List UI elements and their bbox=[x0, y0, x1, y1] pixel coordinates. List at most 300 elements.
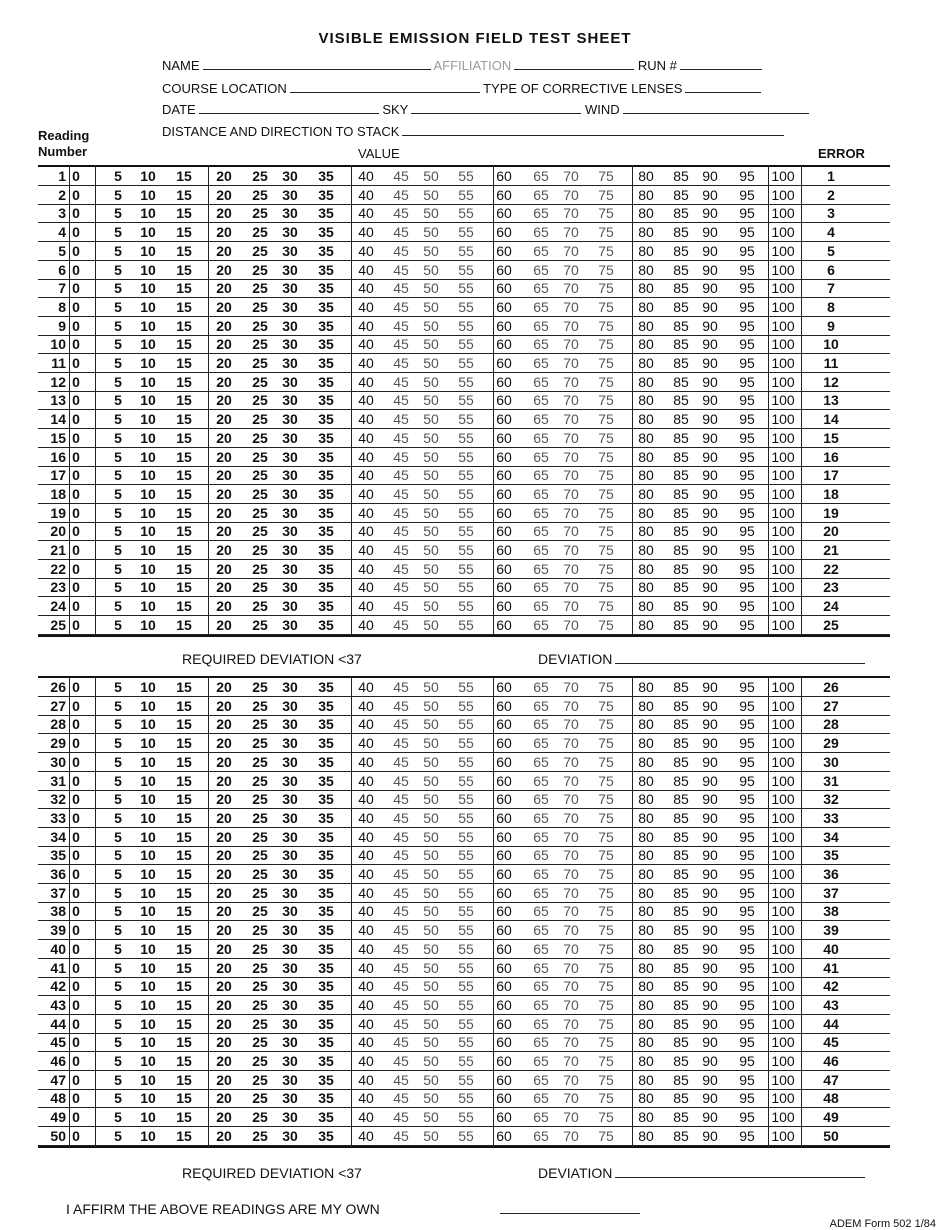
value-option-85[interactable]: 85 bbox=[673, 828, 689, 845]
value-option-5[interactable]: 5 bbox=[114, 336, 122, 353]
value-option-45[interactable]: 45 bbox=[393, 392, 409, 409]
value-option-45[interactable]: 45 bbox=[393, 616, 409, 633]
value-option-45[interactable]: 45 bbox=[393, 884, 409, 901]
value-option-75[interactable]: 75 bbox=[598, 828, 614, 845]
value-option-25[interactable]: 25 bbox=[252, 1127, 268, 1144]
value-option-90[interactable]: 90 bbox=[702, 392, 718, 409]
value-option-15[interactable]: 15 bbox=[176, 467, 192, 484]
value-option-0[interactable]: 0 bbox=[72, 866, 80, 882]
value-option-85[interactable]: 85 bbox=[673, 697, 689, 714]
value-option-70[interactable]: 70 bbox=[563, 168, 579, 184]
value-option-60[interactable]: 60 bbox=[496, 429, 512, 446]
value-option-35[interactable]: 35 bbox=[318, 429, 334, 446]
distance-field[interactable] bbox=[162, 124, 784, 139]
value-option-45[interactable]: 45 bbox=[393, 772, 409, 789]
value-option-20[interactable]: 20 bbox=[216, 205, 232, 222]
value-option-5[interactable]: 5 bbox=[114, 224, 122, 241]
value-option-70[interactable]: 70 bbox=[563, 542, 579, 558]
value-option-70[interactable]: 70 bbox=[563, 280, 579, 297]
value-option-40[interactable]: 40 bbox=[358, 1053, 374, 1069]
value-option-10[interactable]: 10 bbox=[140, 884, 156, 901]
value-option-45[interactable]: 45 bbox=[393, 298, 409, 315]
value-option-80[interactable]: 80 bbox=[638, 224, 654, 241]
value-option-45[interactable]: 45 bbox=[393, 679, 409, 695]
value-option-5[interactable]: 5 bbox=[114, 261, 122, 278]
value-option-30[interactable]: 30 bbox=[282, 884, 298, 901]
value-option-10[interactable]: 10 bbox=[140, 224, 156, 241]
value-option-55[interactable]: 55 bbox=[458, 996, 474, 1013]
value-option-100[interactable]: 100 bbox=[771, 1109, 795, 1126]
value-option-5[interactable]: 5 bbox=[114, 884, 122, 901]
value-option-20[interactable]: 20 bbox=[216, 261, 232, 278]
value-option-95[interactable]: 95 bbox=[739, 772, 755, 789]
value-option-40[interactable]: 40 bbox=[358, 298, 374, 315]
value-option-75[interactable]: 75 bbox=[598, 616, 614, 633]
value-option-40[interactable]: 40 bbox=[358, 697, 374, 714]
value-option-90[interactable]: 90 bbox=[702, 753, 718, 770]
value-option-100[interactable]: 100 bbox=[771, 772, 795, 789]
value-option-30[interactable]: 30 bbox=[282, 560, 298, 577]
value-option-100[interactable]: 100 bbox=[771, 996, 795, 1013]
table-row[interactable] bbox=[38, 391, 890, 410]
value-option-60[interactable]: 60 bbox=[496, 336, 512, 353]
value-option-40[interactable]: 40 bbox=[358, 884, 374, 901]
value-option-55[interactable]: 55 bbox=[458, 978, 474, 995]
value-option-55[interactable]: 55 bbox=[458, 1053, 474, 1069]
table-row[interactable] bbox=[38, 466, 890, 485]
value-option-25[interactable]: 25 bbox=[252, 429, 268, 446]
value-option-85[interactable]: 85 bbox=[673, 355, 689, 371]
value-option-20[interactable]: 20 bbox=[216, 542, 232, 558]
value-option-10[interactable]: 10 bbox=[140, 753, 156, 770]
value-option-85[interactable]: 85 bbox=[673, 978, 689, 995]
value-option-35[interactable]: 35 bbox=[318, 224, 334, 241]
value-option-25[interactable]: 25 bbox=[252, 448, 268, 465]
value-option-40[interactable]: 40 bbox=[358, 598, 374, 615]
value-option-35[interactable]: 35 bbox=[318, 523, 334, 540]
value-option-90[interactable]: 90 bbox=[702, 504, 718, 521]
value-option-65[interactable]: 65 bbox=[533, 205, 549, 222]
value-option-5[interactable]: 5 bbox=[114, 373, 122, 390]
value-option-95[interactable]: 95 bbox=[739, 1109, 755, 1126]
value-option-20[interactable]: 20 bbox=[216, 1109, 232, 1126]
value-option-60[interactable]: 60 bbox=[496, 809, 512, 826]
value-option-5[interactable]: 5 bbox=[114, 504, 122, 521]
value-option-85[interactable]: 85 bbox=[673, 168, 689, 184]
value-option-70[interactable]: 70 bbox=[563, 336, 579, 353]
value-option-95[interactable]: 95 bbox=[739, 298, 755, 315]
value-option-80[interactable]: 80 bbox=[638, 485, 654, 502]
value-option-95[interactable]: 95 bbox=[739, 523, 755, 540]
value-option-55[interactable]: 55 bbox=[458, 467, 474, 484]
value-option-15[interactable]: 15 bbox=[176, 429, 192, 446]
value-option-75[interactable]: 75 bbox=[598, 1053, 614, 1069]
value-option-100[interactable]: 100 bbox=[771, 298, 795, 315]
value-option-40[interactable]: 40 bbox=[358, 579, 374, 596]
value-option-40[interactable]: 40 bbox=[358, 978, 374, 995]
value-option-30[interactable]: 30 bbox=[282, 168, 298, 184]
value-option-70[interactable]: 70 bbox=[563, 467, 579, 484]
value-option-80[interactable]: 80 bbox=[638, 186, 654, 203]
value-option-55[interactable]: 55 bbox=[458, 940, 474, 957]
value-option-90[interactable]: 90 bbox=[702, 1071, 718, 1088]
value-option-15[interactable]: 15 bbox=[176, 828, 192, 845]
value-option-20[interactable]: 20 bbox=[216, 772, 232, 789]
value-option-25[interactable]: 25 bbox=[252, 809, 268, 826]
value-option-45[interactable]: 45 bbox=[393, 485, 409, 502]
value-option-95[interactable]: 95 bbox=[739, 1071, 755, 1088]
value-option-55[interactable]: 55 bbox=[458, 485, 474, 502]
value-option-80[interactable]: 80 bbox=[638, 996, 654, 1013]
value-option-40[interactable]: 40 bbox=[358, 317, 374, 334]
value-option-65[interactable]: 65 bbox=[533, 791, 549, 808]
value-option-15[interactable]: 15 bbox=[176, 598, 192, 615]
value-option-45[interactable]: 45 bbox=[393, 355, 409, 371]
value-option-55[interactable]: 55 bbox=[458, 697, 474, 714]
value-option-50[interactable]: 50 bbox=[423, 716, 439, 733]
value-option-80[interactable]: 80 bbox=[638, 560, 654, 577]
value-option-5[interactable]: 5 bbox=[114, 697, 122, 714]
value-option-5[interactable]: 5 bbox=[114, 168, 122, 184]
value-option-90[interactable]: 90 bbox=[702, 205, 718, 222]
value-option-85[interactable]: 85 bbox=[673, 1034, 689, 1051]
value-option-95[interactable]: 95 bbox=[739, 940, 755, 957]
value-option-35[interactable]: 35 bbox=[318, 1127, 334, 1144]
value-option-20[interactable]: 20 bbox=[216, 560, 232, 577]
value-option-75[interactable]: 75 bbox=[598, 697, 614, 714]
value-option-20[interactable]: 20 bbox=[216, 616, 232, 633]
value-option-85[interactable]: 85 bbox=[673, 809, 689, 826]
value-option-75[interactable]: 75 bbox=[598, 959, 614, 976]
value-option-0[interactable]: 0 bbox=[72, 791, 80, 808]
table-row[interactable] bbox=[38, 317, 890, 336]
value-option-95[interactable]: 95 bbox=[739, 336, 755, 353]
value-option-35[interactable]: 35 bbox=[318, 716, 334, 733]
value-option-85[interactable]: 85 bbox=[673, 542, 689, 558]
value-option-35[interactable]: 35 bbox=[318, 940, 334, 957]
value-option-90[interactable]: 90 bbox=[702, 298, 718, 315]
value-option-70[interactable]: 70 bbox=[563, 298, 579, 315]
table-row[interactable] bbox=[38, 261, 890, 280]
table-row[interactable] bbox=[38, 429, 890, 448]
value-option-20[interactable]: 20 bbox=[216, 298, 232, 315]
value-option-15[interactable]: 15 bbox=[176, 280, 192, 297]
value-option-20[interactable]: 20 bbox=[216, 448, 232, 465]
value-option-85[interactable]: 85 bbox=[673, 753, 689, 770]
value-option-10[interactable]: 10 bbox=[140, 504, 156, 521]
value-option-100[interactable]: 100 bbox=[771, 1015, 795, 1032]
value-option-45[interactable]: 45 bbox=[393, 716, 409, 733]
value-option-5[interactable]: 5 bbox=[114, 940, 122, 957]
value-option-30[interactable]: 30 bbox=[282, 828, 298, 845]
value-option-70[interactable]: 70 bbox=[563, 1053, 579, 1069]
value-option-10[interactable]: 10 bbox=[140, 1090, 156, 1107]
value-option-45[interactable]: 45 bbox=[393, 940, 409, 957]
value-option-65[interactable]: 65 bbox=[533, 168, 549, 184]
value-option-100[interactable]: 100 bbox=[771, 598, 795, 615]
value-option-10[interactable]: 10 bbox=[140, 940, 156, 957]
value-option-80[interactable]: 80 bbox=[638, 205, 654, 222]
value-option-5[interactable]: 5 bbox=[114, 1109, 122, 1126]
value-option-5[interactable]: 5 bbox=[114, 298, 122, 315]
value-option-85[interactable]: 85 bbox=[673, 940, 689, 957]
table-row[interactable] bbox=[38, 790, 890, 809]
affirmation[interactable] bbox=[66, 1201, 640, 1217]
value-option-5[interactable]: 5 bbox=[114, 523, 122, 540]
value-option-25[interactable]: 25 bbox=[252, 1034, 268, 1051]
value-option-60[interactable]: 60 bbox=[496, 828, 512, 845]
value-option-40[interactable]: 40 bbox=[358, 336, 374, 353]
value-option-15[interactable]: 15 bbox=[176, 560, 192, 577]
value-option-100[interactable]: 100 bbox=[771, 579, 795, 596]
value-option-30[interactable]: 30 bbox=[282, 772, 298, 789]
value-option-100[interactable]: 100 bbox=[771, 791, 795, 808]
value-option-80[interactable]: 80 bbox=[638, 168, 654, 184]
value-option-10[interactable]: 10 bbox=[140, 560, 156, 577]
value-option-30[interactable]: 30 bbox=[282, 847, 298, 864]
value-option-30[interactable]: 30 bbox=[282, 261, 298, 278]
value-option-100[interactable]: 100 bbox=[771, 411, 795, 428]
value-option-80[interactable]: 80 bbox=[638, 1034, 654, 1051]
value-option-65[interactable]: 65 bbox=[533, 467, 549, 484]
value-option-85[interactable]: 85 bbox=[673, 280, 689, 297]
value-option-70[interactable]: 70 bbox=[563, 791, 579, 808]
value-option-30[interactable]: 30 bbox=[282, 485, 298, 502]
value-option-0[interactable]: 0 bbox=[72, 168, 80, 184]
value-option-0[interactable]: 0 bbox=[72, 735, 80, 752]
value-option-95[interactable]: 95 bbox=[739, 866, 755, 882]
value-option-10[interactable]: 10 bbox=[140, 1127, 156, 1144]
value-option-30[interactable]: 30 bbox=[282, 791, 298, 808]
value-option-90[interactable]: 90 bbox=[702, 772, 718, 789]
value-option-30[interactable]: 30 bbox=[282, 735, 298, 752]
value-option-80[interactable]: 80 bbox=[638, 579, 654, 596]
value-option-25[interactable]: 25 bbox=[252, 186, 268, 203]
value-option-15[interactable]: 15 bbox=[176, 579, 192, 596]
value-option-5[interactable]: 5 bbox=[114, 753, 122, 770]
value-option-5[interactable]: 5 bbox=[114, 485, 122, 502]
value-option-45[interactable]: 45 bbox=[393, 847, 409, 864]
value-option-60[interactable]: 60 bbox=[496, 168, 512, 184]
value-option-75[interactable]: 75 bbox=[598, 735, 614, 752]
value-option-50[interactable]: 50 bbox=[423, 1015, 439, 1032]
value-option-75[interactable]: 75 bbox=[598, 317, 614, 334]
value-option-40[interactable]: 40 bbox=[358, 1071, 374, 1088]
table-row[interactable] bbox=[38, 504, 890, 523]
value-option-15[interactable]: 15 bbox=[176, 697, 192, 714]
value-option-25[interactable]: 25 bbox=[252, 791, 268, 808]
value-option-20[interactable]: 20 bbox=[216, 735, 232, 752]
value-option-55[interactable]: 55 bbox=[458, 280, 474, 297]
value-option-95[interactable]: 95 bbox=[739, 429, 755, 446]
value-option-85[interactable]: 85 bbox=[673, 205, 689, 222]
value-option-30[interactable]: 30 bbox=[282, 186, 298, 203]
value-option-0[interactable]: 0 bbox=[72, 392, 80, 409]
value-option-50[interactable]: 50 bbox=[423, 579, 439, 596]
value-option-55[interactable]: 55 bbox=[458, 579, 474, 596]
value-option-60[interactable]: 60 bbox=[496, 791, 512, 808]
value-option-20[interactable]: 20 bbox=[216, 679, 232, 695]
table-row[interactable] bbox=[38, 678, 890, 697]
value-option-85[interactable]: 85 bbox=[673, 485, 689, 502]
value-option-35[interactable]: 35 bbox=[318, 205, 334, 222]
value-option-25[interactable]: 25 bbox=[252, 224, 268, 241]
value-option-5[interactable]: 5 bbox=[114, 1071, 122, 1088]
value-option-25[interactable]: 25 bbox=[252, 1015, 268, 1032]
value-option-0[interactable]: 0 bbox=[72, 280, 80, 297]
value-option-15[interactable]: 15 bbox=[176, 978, 192, 995]
value-option-100[interactable]: 100 bbox=[771, 753, 795, 770]
deviation-field-2[interactable] bbox=[538, 1165, 865, 1181]
value-option-20[interactable]: 20 bbox=[216, 828, 232, 845]
value-option-65[interactable]: 65 bbox=[533, 753, 549, 770]
value-option-35[interactable]: 35 bbox=[318, 448, 334, 465]
value-option-75[interactable]: 75 bbox=[598, 336, 614, 353]
value-option-50[interactable]: 50 bbox=[423, 560, 439, 577]
value-option-65[interactable]: 65 bbox=[533, 735, 549, 752]
value-option-55[interactable]: 55 bbox=[458, 298, 474, 315]
value-option-90[interactable]: 90 bbox=[702, 1127, 718, 1144]
value-option-100[interactable]: 100 bbox=[771, 336, 795, 353]
value-option-95[interactable]: 95 bbox=[739, 542, 755, 558]
table-row[interactable] bbox=[38, 884, 890, 903]
value-option-50[interactable]: 50 bbox=[423, 959, 439, 976]
value-option-40[interactable]: 40 bbox=[358, 542, 374, 558]
value-option-65[interactable]: 65 bbox=[533, 828, 549, 845]
value-option-10[interactable]: 10 bbox=[140, 1015, 156, 1032]
value-option-60[interactable]: 60 bbox=[496, 523, 512, 540]
value-option-60[interactable]: 60 bbox=[496, 448, 512, 465]
value-option-100[interactable]: 100 bbox=[771, 884, 795, 901]
value-option-65[interactable]: 65 bbox=[533, 922, 549, 939]
value-option-100[interactable]: 100 bbox=[771, 1127, 795, 1144]
value-option-35[interactable]: 35 bbox=[318, 467, 334, 484]
value-option-45[interactable]: 45 bbox=[393, 735, 409, 752]
value-option-45[interactable]: 45 bbox=[393, 1053, 409, 1069]
value-option-40[interactable]: 40 bbox=[358, 616, 374, 633]
value-option-35[interactable]: 35 bbox=[318, 1109, 334, 1126]
value-option-10[interactable]: 10 bbox=[140, 903, 156, 920]
value-option-75[interactable]: 75 bbox=[598, 542, 614, 558]
value-option-65[interactable]: 65 bbox=[533, 392, 549, 409]
value-option-90[interactable]: 90 bbox=[702, 996, 718, 1013]
value-option-35[interactable]: 35 bbox=[318, 373, 334, 390]
value-option-95[interactable]: 95 bbox=[739, 261, 755, 278]
value-option-95[interactable]: 95 bbox=[739, 373, 755, 390]
table-row[interactable] bbox=[38, 354, 890, 373]
value-option-80[interactable]: 80 bbox=[638, 828, 654, 845]
value-option-60[interactable]: 60 bbox=[496, 485, 512, 502]
value-option-70[interactable]: 70 bbox=[563, 828, 579, 845]
value-option-40[interactable]: 40 bbox=[358, 523, 374, 540]
value-option-40[interactable]: 40 bbox=[358, 186, 374, 203]
value-option-30[interactable]: 30 bbox=[282, 1109, 298, 1126]
value-option-55[interactable]: 55 bbox=[458, 448, 474, 465]
value-option-90[interactable]: 90 bbox=[702, 716, 718, 733]
value-option-60[interactable]: 60 bbox=[496, 1090, 512, 1107]
value-option-50[interactable]: 50 bbox=[423, 411, 439, 428]
value-option-90[interactable]: 90 bbox=[702, 616, 718, 633]
value-option-70[interactable]: 70 bbox=[563, 523, 579, 540]
value-option-20[interactable]: 20 bbox=[216, 1090, 232, 1107]
value-option-35[interactable]: 35 bbox=[318, 996, 334, 1013]
value-option-65[interactable]: 65 bbox=[533, 242, 549, 259]
value-option-15[interactable]: 15 bbox=[176, 168, 192, 184]
value-option-10[interactable]: 10 bbox=[140, 1053, 156, 1069]
value-option-15[interactable]: 15 bbox=[176, 1053, 192, 1069]
value-option-15[interactable]: 15 bbox=[176, 355, 192, 371]
value-option-95[interactable]: 95 bbox=[739, 280, 755, 297]
value-option-85[interactable]: 85 bbox=[673, 772, 689, 789]
value-option-35[interactable]: 35 bbox=[318, 697, 334, 714]
value-option-30[interactable]: 30 bbox=[282, 1127, 298, 1144]
value-option-10[interactable]: 10 bbox=[140, 791, 156, 808]
value-option-20[interactable]: 20 bbox=[216, 504, 232, 521]
value-option-70[interactable]: 70 bbox=[563, 884, 579, 901]
value-option-25[interactable]: 25 bbox=[252, 1053, 268, 1069]
value-option-0[interactable]: 0 bbox=[72, 579, 80, 596]
value-option-95[interactable]: 95 bbox=[739, 317, 755, 334]
value-option-25[interactable]: 25 bbox=[252, 355, 268, 371]
value-option-25[interactable]: 25 bbox=[252, 411, 268, 428]
value-option-30[interactable]: 30 bbox=[282, 922, 298, 939]
value-option-15[interactable]: 15 bbox=[176, 791, 192, 808]
value-option-30[interactable]: 30 bbox=[282, 940, 298, 957]
value-option-10[interactable]: 10 bbox=[140, 205, 156, 222]
value-option-60[interactable]: 60 bbox=[496, 1015, 512, 1032]
table-row[interactable] bbox=[38, 697, 890, 716]
value-option-65[interactable]: 65 bbox=[533, 504, 549, 521]
value-option-80[interactable]: 80 bbox=[638, 959, 654, 976]
value-option-75[interactable]: 75 bbox=[598, 411, 614, 428]
value-option-20[interactable]: 20 bbox=[216, 884, 232, 901]
value-option-65[interactable]: 65 bbox=[533, 542, 549, 558]
value-option-70[interactable]: 70 bbox=[563, 735, 579, 752]
value-option-80[interactable]: 80 bbox=[638, 1090, 654, 1107]
value-option-65[interactable]: 65 bbox=[533, 485, 549, 502]
value-option-75[interactable]: 75 bbox=[598, 504, 614, 521]
value-option-20[interactable]: 20 bbox=[216, 959, 232, 976]
value-option-85[interactable]: 85 bbox=[673, 336, 689, 353]
value-option-15[interactable]: 15 bbox=[176, 866, 192, 882]
value-option-100[interactable]: 100 bbox=[771, 429, 795, 446]
value-option-75[interactable]: 75 bbox=[598, 261, 614, 278]
value-option-80[interactable]: 80 bbox=[638, 448, 654, 465]
value-option-50[interactable]: 50 bbox=[423, 598, 439, 615]
value-option-90[interactable]: 90 bbox=[702, 224, 718, 241]
value-option-60[interactable]: 60 bbox=[496, 996, 512, 1013]
value-option-5[interactable]: 5 bbox=[114, 429, 122, 446]
value-option-70[interactable]: 70 bbox=[563, 1090, 579, 1107]
value-option-75[interactable]: 75 bbox=[598, 392, 614, 409]
value-option-30[interactable]: 30 bbox=[282, 224, 298, 241]
value-option-35[interactable]: 35 bbox=[318, 978, 334, 995]
value-option-60[interactable]: 60 bbox=[496, 1127, 512, 1144]
value-option-0[interactable]: 0 bbox=[72, 336, 80, 353]
value-option-10[interactable]: 10 bbox=[140, 317, 156, 334]
value-option-5[interactable]: 5 bbox=[114, 903, 122, 920]
value-option-35[interactable]: 35 bbox=[318, 791, 334, 808]
value-option-30[interactable]: 30 bbox=[282, 411, 298, 428]
value-option-80[interactable]: 80 bbox=[638, 504, 654, 521]
value-option-80[interactable]: 80 bbox=[638, 336, 654, 353]
value-option-20[interactable]: 20 bbox=[216, 280, 232, 297]
value-option-85[interactable]: 85 bbox=[673, 1109, 689, 1126]
value-option-15[interactable]: 15 bbox=[176, 940, 192, 957]
value-option-15[interactable]: 15 bbox=[176, 411, 192, 428]
value-option-100[interactable]: 100 bbox=[771, 168, 795, 184]
value-option-30[interactable]: 30 bbox=[282, 753, 298, 770]
